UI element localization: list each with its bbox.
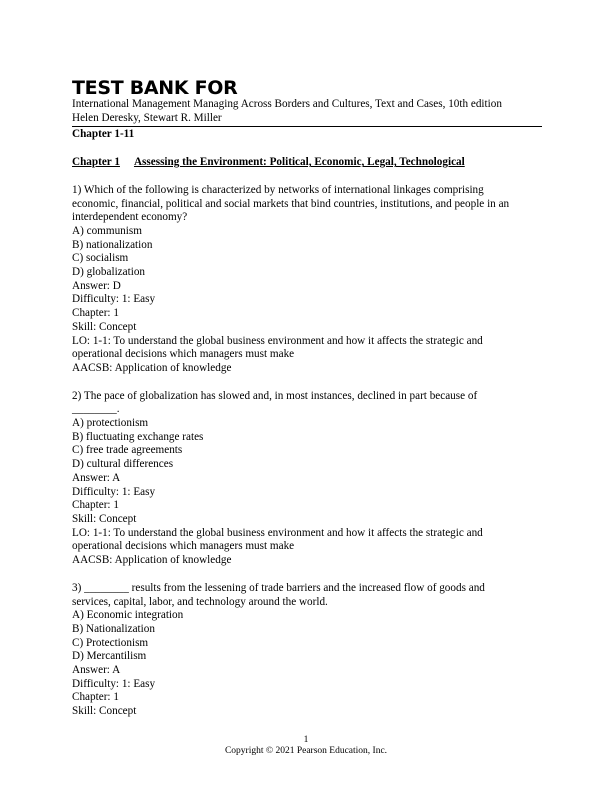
chapter-heading xyxy=(72,156,542,170)
answer-option: B) Nationalization xyxy=(72,622,155,635)
question-2 xyxy=(72,390,542,568)
answer-option: D) cultural differences xyxy=(72,458,174,471)
learning-objective: LO: 1-1: To understand the global business environment and how it affects the strategic and xyxy=(72,526,483,539)
chapter-tag: Chapter: 1 xyxy=(72,691,119,704)
answer-option: D) Mercantilism xyxy=(72,650,147,663)
answer-option: A) Economic integration xyxy=(72,609,184,622)
test-bank-title: TEST BANK FOR xyxy=(72,77,238,99)
question-stem-line: 1) Which of the following is characterized by networks of international linkages comprising xyxy=(72,183,484,196)
answer-option: A) protectionism xyxy=(72,417,149,430)
question-stem-line: services, capital, labor, and technology around the world. xyxy=(72,595,328,608)
chapter-range: Chapter 1-11 xyxy=(72,128,135,141)
question-stem-line: economic, financial, political and social markets that bind countries, institutions, and people in an xyxy=(72,197,510,210)
document-page xyxy=(72,78,542,719)
learning-objective-cont: operational decisions which managers must make xyxy=(72,348,295,361)
aacsb-tag: AACSB: Application of knowledge xyxy=(72,361,232,374)
answer-key: Answer: D xyxy=(72,279,121,292)
skill-tag: Skill: Concept xyxy=(72,512,137,525)
difficulty: Difficulty: 1: Easy xyxy=(72,677,156,690)
skill-tag: Skill: Concept xyxy=(72,320,137,333)
question-stem-line: 3) ________ results from the lessening of trade barriers and the increased flow of goods and xyxy=(72,581,485,594)
answer-key: Answer: A xyxy=(72,471,121,484)
question-stem-line: 2) The pace of globalization has slowed and, in most instances, declined in part because of xyxy=(72,389,478,402)
answer-option: D) globalization xyxy=(72,266,146,279)
aacsb-tag: AACSB: Application of knowledge xyxy=(72,554,232,567)
question-stem-line: interdependent economy? xyxy=(72,211,188,224)
answer-option: C) free trade agreements xyxy=(72,444,183,457)
answer-option: C) Protectionism xyxy=(72,636,149,649)
difficulty: Difficulty: 1: Easy xyxy=(72,293,156,306)
chapter-tag: Chapter: 1 xyxy=(72,307,119,320)
answer-option: B) fluctuating exchange rates xyxy=(72,430,204,443)
page-number: 1 xyxy=(303,735,309,745)
skill-tag: Skill: Concept xyxy=(72,705,137,718)
question-1 xyxy=(72,184,542,376)
answer-key: Answer: A xyxy=(72,664,121,677)
question-3 xyxy=(72,582,542,719)
chapter-tag: Chapter: 1 xyxy=(72,499,119,512)
book-title: International Management Managing Across Borders and Cultures, Text and Cases, 10th edition xyxy=(72,98,502,110)
header-divider xyxy=(72,126,542,127)
chapter-label: Chapter 1 xyxy=(72,156,120,169)
question-stem-line: ________. xyxy=(72,403,120,416)
answer-option: B) nationalization xyxy=(72,238,153,251)
copyright-notice: Copyright © 2021 Pearson Education, Inc. xyxy=(224,746,388,756)
answer-option: A) communism xyxy=(72,224,142,237)
chapter-title: Assessing the Environment: Political, Economic, Legal, Technological xyxy=(133,156,465,169)
learning-objective-cont: operational decisions which managers must make xyxy=(72,540,295,553)
difficulty: Difficulty: 1: Easy xyxy=(72,485,156,498)
learning-objective: LO: 1-1: To understand the global business environment and how it affects the strategic and xyxy=(72,334,483,347)
answer-option: C) socialism xyxy=(72,252,129,265)
authors: Helen Deresky, Stewart R. Miller xyxy=(72,111,222,124)
